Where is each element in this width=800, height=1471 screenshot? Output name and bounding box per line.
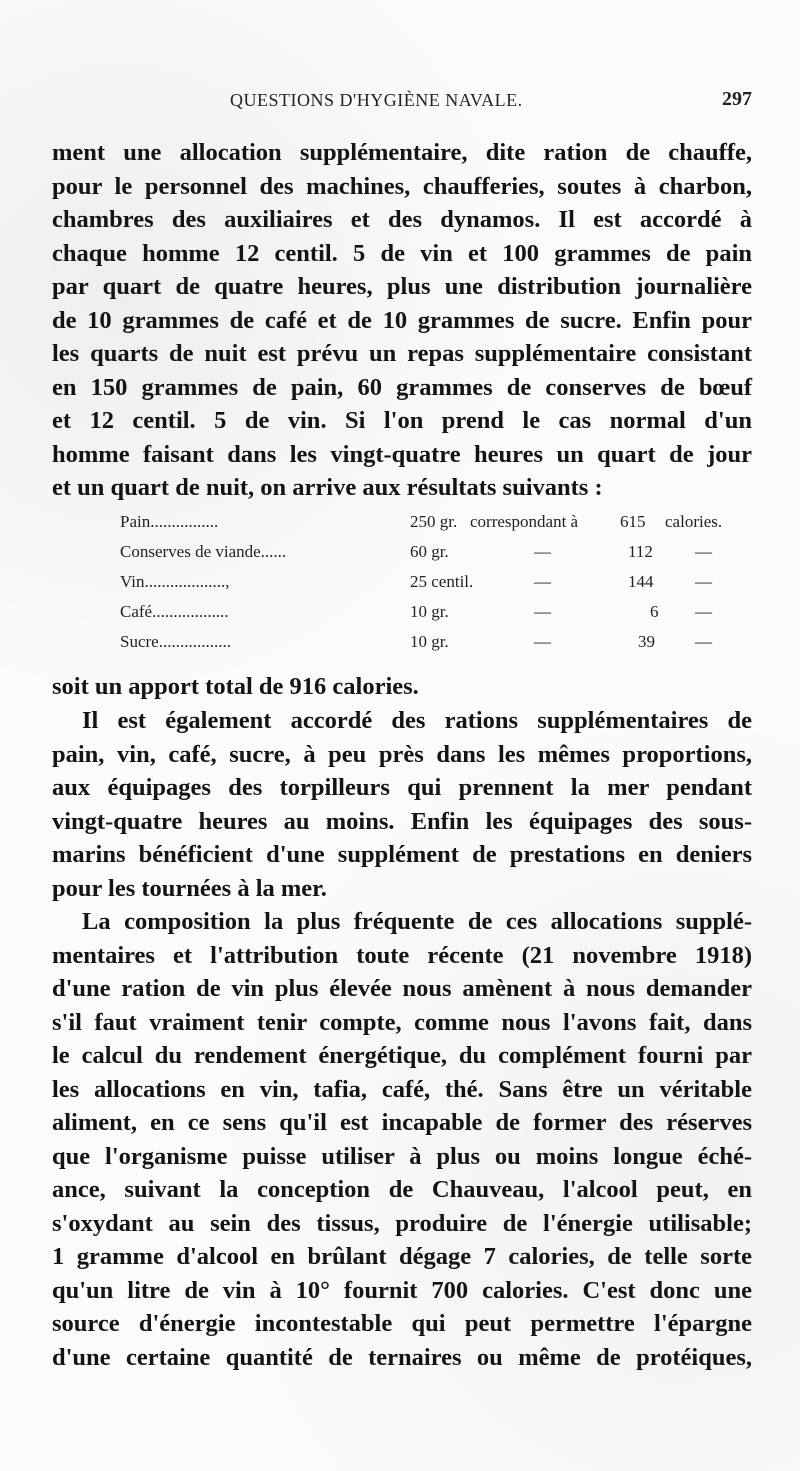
calorie-table bbox=[120, 508, 760, 658]
calorie-value: 615 bbox=[620, 512, 646, 531]
text-line: homme faisant dans les vingt-quatre heures un quart de jour bbox=[52, 440, 752, 468]
text-line: s'il faut vraiment tenir compte, comme nous l'avons fait, dans bbox=[52, 1008, 752, 1036]
ditto-mark: — bbox=[534, 602, 551, 621]
text-line: ance, suivant la conception de Chauveau, l'alcool peut, en bbox=[52, 1176, 752, 1203]
text-line: chaque homme 12 centil. 5 de vin et 100 grammes de pain bbox=[52, 239, 752, 267]
ditto-mark: — bbox=[695, 572, 712, 591]
text-line: Il est également accordé des rations supplémentaires de bbox=[82, 707, 752, 734]
text-line: d'une ration de vin plus élevée nous amènent à nous demander bbox=[52, 975, 752, 1002]
text-line: soit un apport total de 916 calories. bbox=[52, 673, 419, 700]
text-line: et un quart de nuit, on arrive aux résultats suivants : bbox=[52, 474, 603, 501]
food-label: Conserves de viande...... bbox=[120, 542, 287, 561]
calorie-value: 39 bbox=[638, 632, 655, 651]
food-quantity: 250 gr. bbox=[410, 512, 458, 531]
page-number: 297 bbox=[722, 88, 752, 110]
ditto-mark: — bbox=[695, 542, 712, 561]
correspondence-text: correspondant à bbox=[470, 512, 579, 531]
food-label: Café.................. bbox=[120, 602, 229, 621]
text-line: La composition la plus fréquente de ces allocations supplé- bbox=[82, 908, 752, 935]
text-line: d'une certaine quantité de ternaires ou même de protéiques, bbox=[52, 1343, 752, 1371]
text-line: les allocations en vin, tafia, café, thé. Sans être un véritable bbox=[52, 1075, 752, 1103]
text-line: vingt-quatre heures au moins. Enfin les équipages des sous- bbox=[52, 807, 752, 835]
text-line: marins bénéficient d'une supplément de prestations en deniers bbox=[52, 841, 752, 868]
food-label: Sucre................. bbox=[120, 632, 231, 651]
text-line: aliment, en ce sens qu'il est incapable de former des réserves bbox=[52, 1109, 752, 1136]
text-line: ment une allocation supplémentaire, dite ration de chauffe, bbox=[52, 139, 752, 166]
running-head: QUESTIONS D'HYGIÈNE NAVALE. bbox=[230, 90, 523, 110]
text-line: 1 gramme d'alcool en brûlant dégage 7 calories, de telle sorte bbox=[52, 1243, 752, 1270]
text-line: de 10 grammes de café et de 10 grammes de sucre. Enfin pour bbox=[52, 306, 752, 334]
table-row bbox=[120, 598, 760, 628]
food-quantity: 60 gr. bbox=[410, 542, 449, 561]
ditto-mark: — bbox=[534, 632, 551, 651]
text-line: en 150 grammes de pain, 60 grammes de conserves de bœuf bbox=[52, 373, 752, 401]
text-line: par quart de quatre heures, plus une distribution journalière bbox=[52, 273, 752, 300]
ditto-mark: — bbox=[534, 572, 551, 591]
text-line: s'oxydant au sein des tissus, produire de l'énergie utilisable; bbox=[52, 1209, 752, 1237]
paragraph-total bbox=[52, 670, 752, 704]
food-quantity: 10 gr. bbox=[410, 602, 449, 621]
text-line: pour les tournées à la mer. bbox=[52, 874, 327, 902]
text-line: qu'un litre de vin à 10° fournit 700 calories. C'est donc une bbox=[52, 1276, 752, 1304]
food-label: Pain................ bbox=[120, 512, 219, 531]
table-row bbox=[120, 568, 760, 598]
text-line: les quarts de nuit est prévu un repas supplémentaire consistant bbox=[52, 340, 752, 367]
food-quantity: 10 gr. bbox=[410, 632, 449, 651]
text-line: chambres des auxiliaires et des dynamos. Il est accordé à bbox=[52, 206, 752, 233]
text-line: que l'organisme puisse utiliser à plus ou moins longue éché- bbox=[52, 1142, 752, 1170]
ditto-mark: — bbox=[695, 602, 712, 621]
ditto-mark: — bbox=[534, 542, 551, 561]
paragraph-torpilleurs bbox=[52, 704, 752, 905]
table-row bbox=[120, 538, 760, 568]
calorie-value: 112 bbox=[628, 542, 653, 561]
text-line: pain, vin, café, sucre, à peu près dans les mêmes proportions, bbox=[52, 740, 752, 768]
calorie-value: 6 bbox=[650, 602, 659, 621]
paragraph-alcool bbox=[52, 905, 752, 1374]
paragraph-ration-de-chauffe bbox=[52, 136, 752, 505]
food-label: Vin..................., bbox=[120, 572, 230, 591]
text-line: le calcul du rendement énergétique, du complément fourni par bbox=[52, 1042, 752, 1069]
calorie-value: 144 bbox=[628, 572, 654, 591]
text-line: et 12 centil. 5 de vin. Si l'on prend le cas normal d'un bbox=[52, 407, 752, 434]
ditto-mark: — bbox=[695, 632, 712, 651]
food-quantity: 25 centil. bbox=[410, 572, 474, 591]
table-row bbox=[120, 628, 760, 658]
table-row bbox=[120, 508, 760, 538]
text-line: pour le personnel des machines, chaufferies, soutes à charbon, bbox=[52, 172, 752, 200]
text-line: source d'énergie incontestable qui peut permettre l'épargne bbox=[52, 1310, 752, 1337]
text-line: aux équipages des torpilleurs qui prennent la mer pendant bbox=[52, 774, 752, 801]
calorie-unit: calories. bbox=[665, 512, 723, 531]
text-line: mentaires et l'attribution toute récente (21 novembre 1918) bbox=[52, 941, 752, 969]
